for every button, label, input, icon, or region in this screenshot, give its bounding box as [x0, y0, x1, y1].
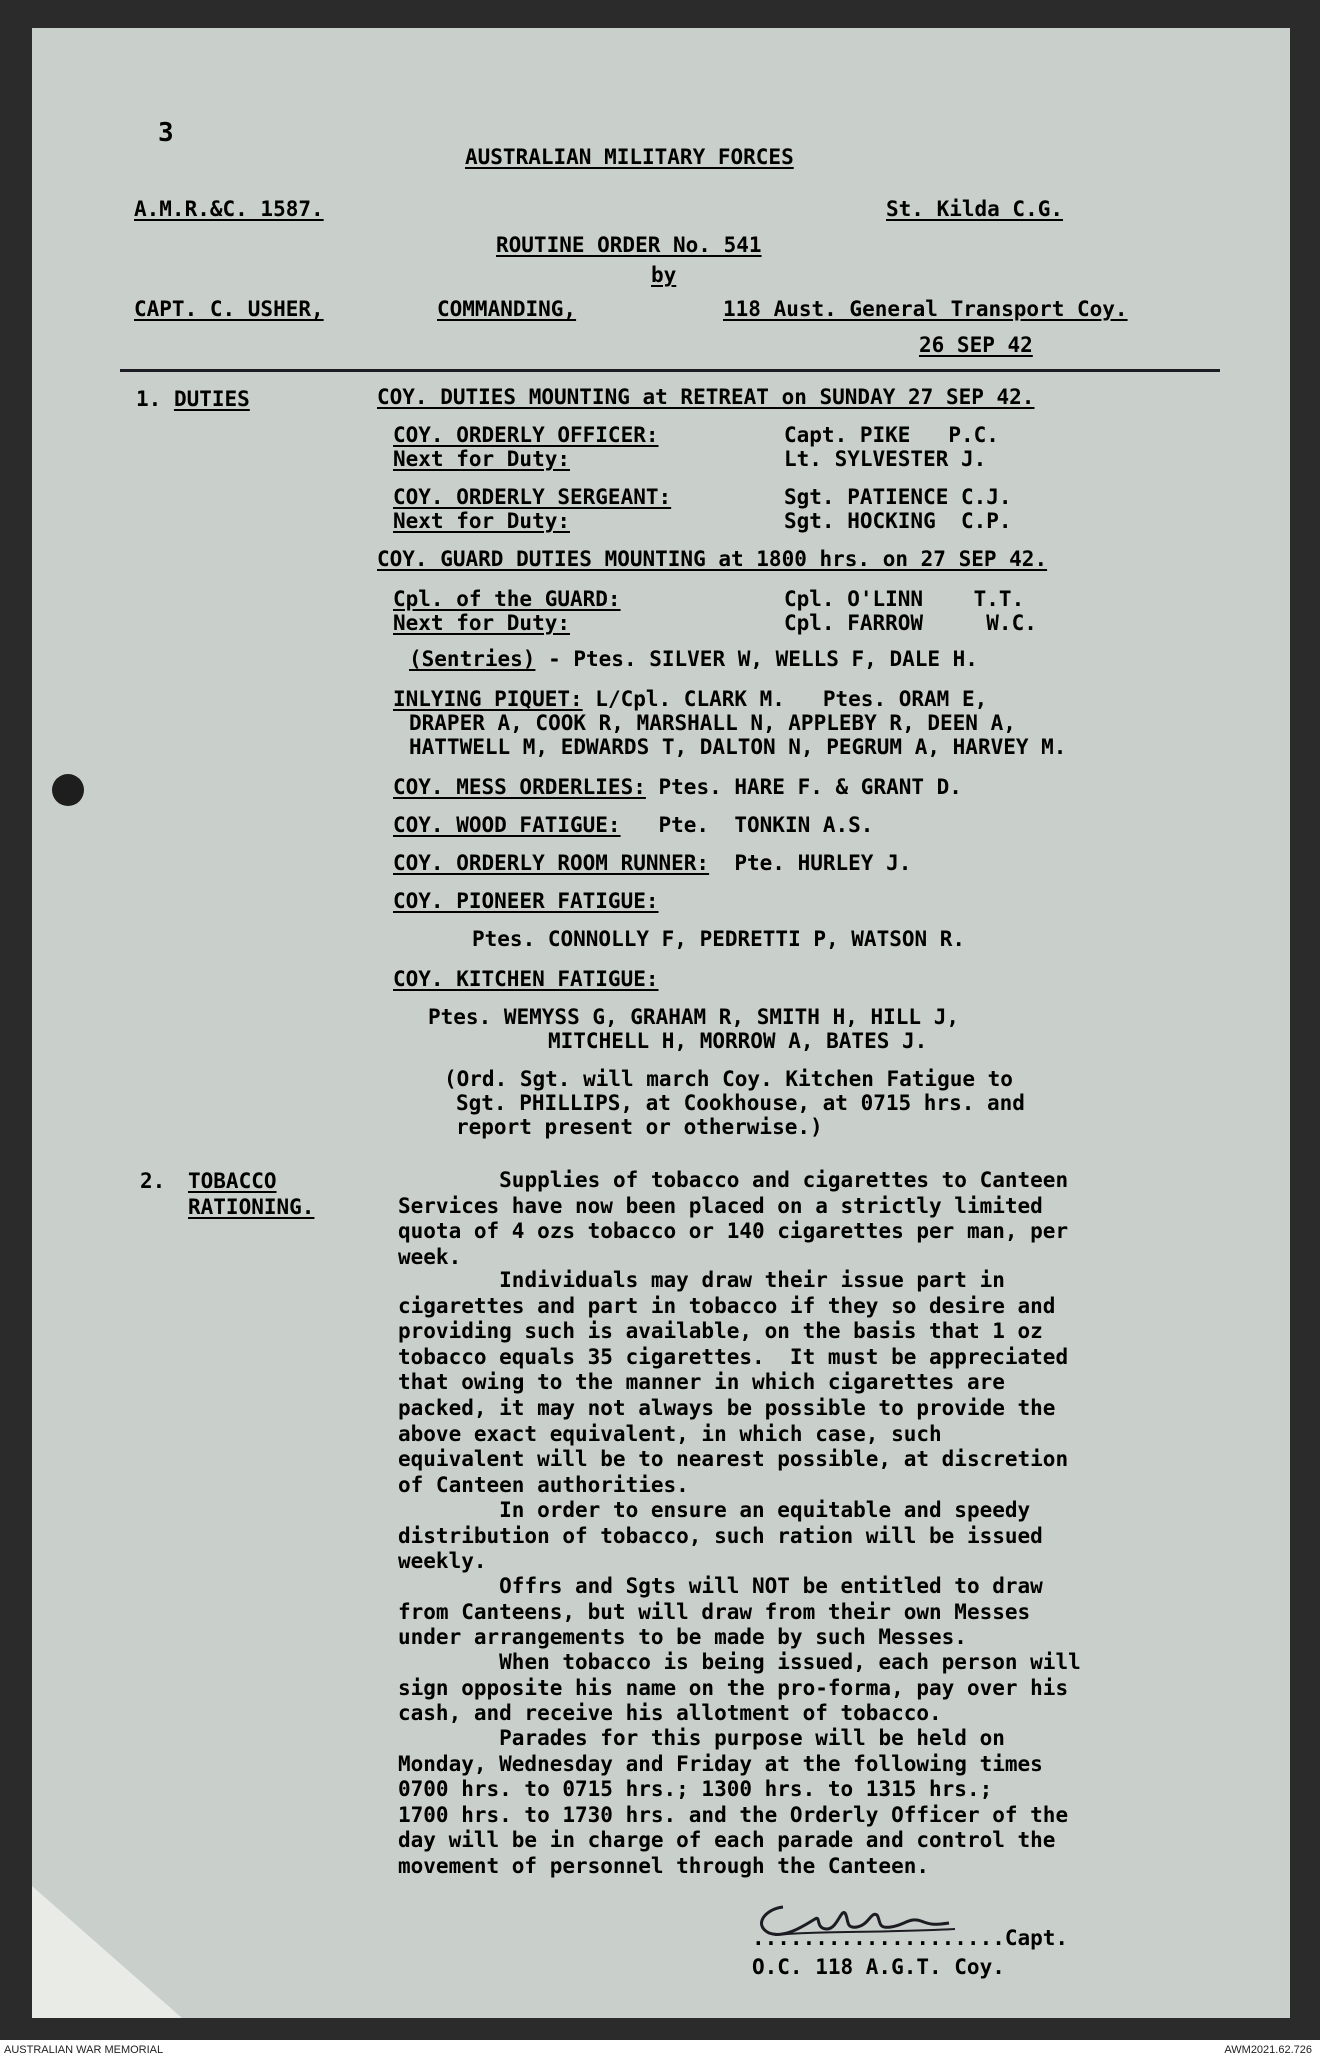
inlying-piquet-names-1: L/Cpl. CLARK M. Ptes. ORAM E, [582, 687, 988, 711]
kitchen-fatigue-names-1: Ptes. WEMYSS G, GRAHAM R, SMITH H, HILL J, [428, 1005, 960, 1029]
folded-corner [32, 1886, 182, 2018]
punch-hole [52, 774, 84, 806]
section-duties-label [136, 386, 250, 412]
order-date: 26 SEP 42 [919, 333, 1033, 357]
signature-oc: O.C. 118 A.G.T. Coy. [752, 1955, 1005, 1979]
reference-number: A.M.R.&C. 1587. [134, 197, 324, 221]
mess-orderlies-line [393, 774, 962, 800]
orderly-sergeant-next-value: Sgt. HOCKING C.P. [784, 509, 1012, 533]
cpl-guard-value: Cpl. O'LINN T.T. [784, 587, 1025, 611]
orderly-room-runner-label: COY. ORDERLY ROOM RUNNER: [393, 851, 710, 875]
inlying-piquet-names-3: HATTWELL M, EDWARDS T, DALTON N, PEGRUM A, HARVEY M. [409, 735, 1067, 759]
mess-orderlies-value: Ptes. HARE F. & GRANT D. [645, 775, 962, 799]
commanding-label: COMMANDING, [437, 297, 577, 321]
sentries-label: (Sentries) [409, 647, 536, 671]
tobacco-paragraph-2: Individuals may draw their issue part in cigarettes and part in tobacco if they so desire and providing such is available, on the basis that 1 oz tobacco equals 35 cigarettes. It must be appreciated that owing to the manner in which cigarettes are packed, it may not always be possible to provide the above exact equivalent, in which case, such equivalent will be to nearest possible, at discretion of Canteen authorities. [398, 1268, 1069, 1497]
orderly-sergeant-next-label: Next for Duty: [393, 509, 571, 533]
footer-accession: AWM2021.62.726 [1224, 2044, 1312, 2056]
corner-mark: 3 [158, 118, 174, 148]
sentries-value: - Ptes. SILVER W, WELLS F, DALE H. [535, 647, 978, 671]
cpl-guard-next-label: Next for Duty: [393, 611, 571, 635]
orderly-sergeant-value: Sgt. PATIENCE C.J. [784, 485, 1012, 509]
orderly-officer-value: Capt. PIKE P.C. [784, 423, 999, 447]
unit-name: 118 Aust. General Transport Coy. [723, 297, 1128, 321]
pioneer-fatigue-value: Ptes. CONNOLLY F, PEDRETTI P, WATSON R. [472, 927, 966, 951]
kitchen-note-2: Sgt. PHILLIPS, at Cookhouse, at 0715 hrs. and [456, 1091, 1025, 1115]
section-tobacco-label-2: RATIONING. [188, 1195, 315, 1219]
tobacco-paragraph-3: In order to ensure an equitable and speedy distribution of tobacco, such ration will be issued weekly. [398, 1498, 1043, 1574]
inlying-piquet-line1 [393, 686, 987, 712]
guard-duties-mounting: COY. GUARD DUTIES MOUNTING at 1800 hrs. on 27 SEP 42. [377, 547, 1048, 571]
tobacco-paragraph-1: Supplies of tobacco and cigarettes to Canteen Services have now been placed on a strictly limited quota of 4 ozs tobacco or 140 cigarettes per man, per week. [398, 1168, 1069, 1269]
orderly-officer-next-value: Lt. SYLVESTER J. [784, 447, 987, 471]
orderly-room-runner-line [393, 850, 911, 876]
sentries-line [409, 646, 978, 672]
pioneer-fatigue-label: COY. PIONEER FATIGUE: [393, 889, 659, 913]
kitchen-note-1: (Ord. Sgt. will march Coy. Kitchen Fatigue to [444, 1067, 1013, 1091]
wood-fatigue-value: Pte. TONKIN A.S. [620, 813, 874, 837]
orderly-officer-next-label: Next for Duty: [393, 447, 571, 471]
tobacco-paragraph-4: Offrs and Sgts will NOT be entitled to draw from Canteens, but will draw from their own Messes under arrangements to be made by such Messes. [398, 1574, 1043, 1650]
orderly-officer-label: COY. ORDERLY OFFICER: [393, 423, 659, 447]
order-number: ROUTINE ORDER No. 541 [496, 233, 762, 257]
kitchen-fatigue-label: COY. KITCHEN FATIGUE: [393, 967, 659, 991]
document-title: AUSTRALIAN MILITARY FORCES [465, 145, 794, 169]
wood-fatigue-line [393, 812, 873, 838]
orderly-sergeant-label: COY. ORDERLY SERGEANT: [393, 485, 672, 509]
tobacco-paragraph-5: When tobacco is being issued, each person will sign opposite his name on the pro-forma, pay over his cash, and receive his allotment of tobacco. [398, 1650, 1081, 1726]
section-tobacco-label-1: TOBACCO [188, 1169, 277, 1193]
kitchen-fatigue-names-2: MITCHELL H, MORROW A, BATES J. [548, 1029, 928, 1053]
section-number: 1. [136, 387, 174, 411]
kitchen-note-3: report present or otherwise.) [456, 1115, 823, 1139]
footer-bar [0, 2040, 1320, 2061]
duties-mounting: COY. DUTIES MOUNTING at RETREAT on SUNDAY 27 SEP 42. [377, 385, 1035, 409]
inlying-piquet-label: INLYING PIQUET: [393, 687, 583, 711]
orderly-room-runner-value: Pte. HURLEY J. [709, 851, 912, 875]
cpl-guard-label: Cpl. of the GUARD: [393, 587, 621, 611]
commanding-officer: CAPT. C. USHER, [134, 297, 324, 321]
header-divider [120, 369, 1220, 372]
by-text: by [651, 263, 677, 287]
tobacco-paragraph-6: Parades for this purpose will be held on Monday, Wednesday and Friday at the following times 0700 hrs. to 0715 hrs.; 1300 hrs. to 1315 hrs.; 1700 hrs. to 1730 hrs. and the Orderly Officer of the day will be in charge of each parade and control the movement of personnel through the Canteen. [398, 1726, 1069, 1878]
section-tobacco-number: 2. [140, 1169, 166, 1193]
mess-orderlies-label: COY. MESS ORDERLIES: [393, 775, 646, 799]
section-title: DUTIES [173, 387, 250, 411]
footer-credit: AUSTRALIAN WAR MEMORIAL [4, 2044, 164, 2056]
location: St. Kilda C.G. [886, 197, 1064, 221]
wood-fatigue-label: COY. WOOD FATIGUE: [393, 813, 621, 837]
inlying-piquet-names-2: DRAPER A, COOK R, MARSHALL N, APPLEBY R, DEEN A, [409, 711, 1016, 735]
signature-capt: ....................Capt. [752, 1926, 1069, 1950]
cpl-guard-next-value: Cpl. FARROW W.C. [784, 611, 1037, 635]
